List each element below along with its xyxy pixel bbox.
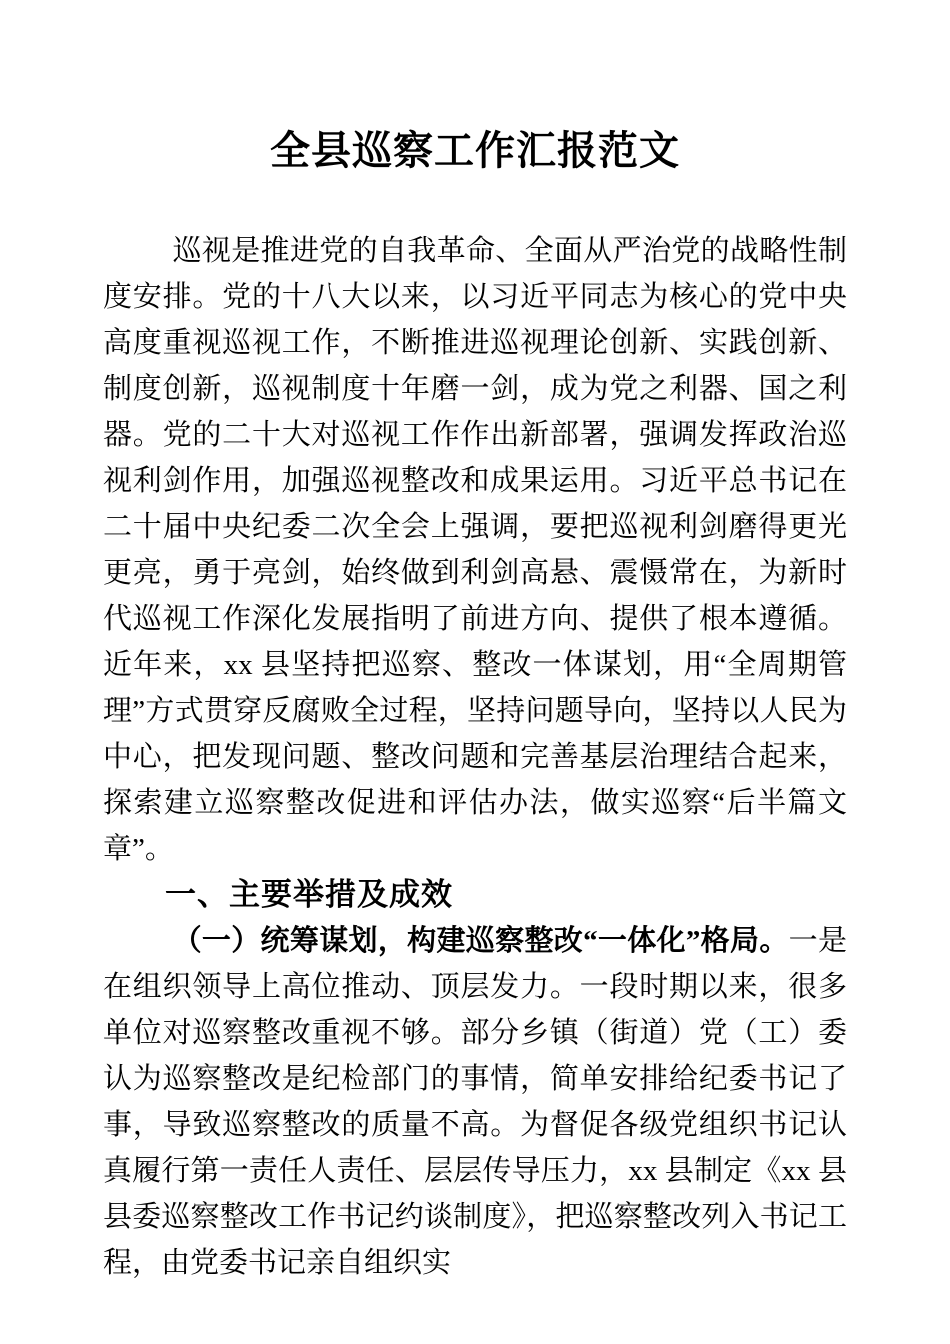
section-heading: 一、主要举措及成效 [165,877,453,912]
subsection-lead: （一）统筹谋划，构建巡察整改“一体化”格局。 [172,925,789,957]
intro-paragraph: 巡视是推进党的自我革命、全面从严治党的战略性制度安排。党的十八大以来，以习近平同志为核心的党中央高度重视巡视工作，不断推进巡视理论创新、实践创新、制度创新，巡视制度十年磨一剑，成为党之利器、国之利器。党的二十大对巡视工作作出新部署，强调发挥政治巡视利剑作用，加强巡视整改和成果运用。习近平总书记在二十届中央纪委二次全会上强调，要把巡视利剑磨得更光更亮，勇于亮剑，始终做到利剑高悬、震慑常在，为新时代巡视工作深化发展指明了前进方向、提供了根本遵循。近年来，xx 县坚持把巡察、整改一体谋划，用“全周期管理”方式贯穿反腐败全过程，坚持问题导向，坚持以人民为中心，把发现问题、整改问题和完善基层治理结合起来，探索建立巡察整改促进和评估办法，做实巡察“后半篇文章”。 [103,235,847,865]
subsection-paragraph [103,918,847,1286]
document-title: 全县巡察工作汇报范文 [270,128,680,173]
subsection-body: 一是在组织领导上高位推动、顶层发力。一段时期以来，很多单位对巡察整改重视不够。部分乡镇（街道）党（工）委认为巡察整改是纪检部门的事情，简单安排给纪委书记了事，导致巡察整改的质量不高。为督促各级党组织书记认真履行第一责任人责任、层层传导压力，xx 县制定《xx 县县委巡察整改工作书记约谈制度》，把巡察整改列入书记工程，由党委书记亲自组织实 [103,925,847,1279]
